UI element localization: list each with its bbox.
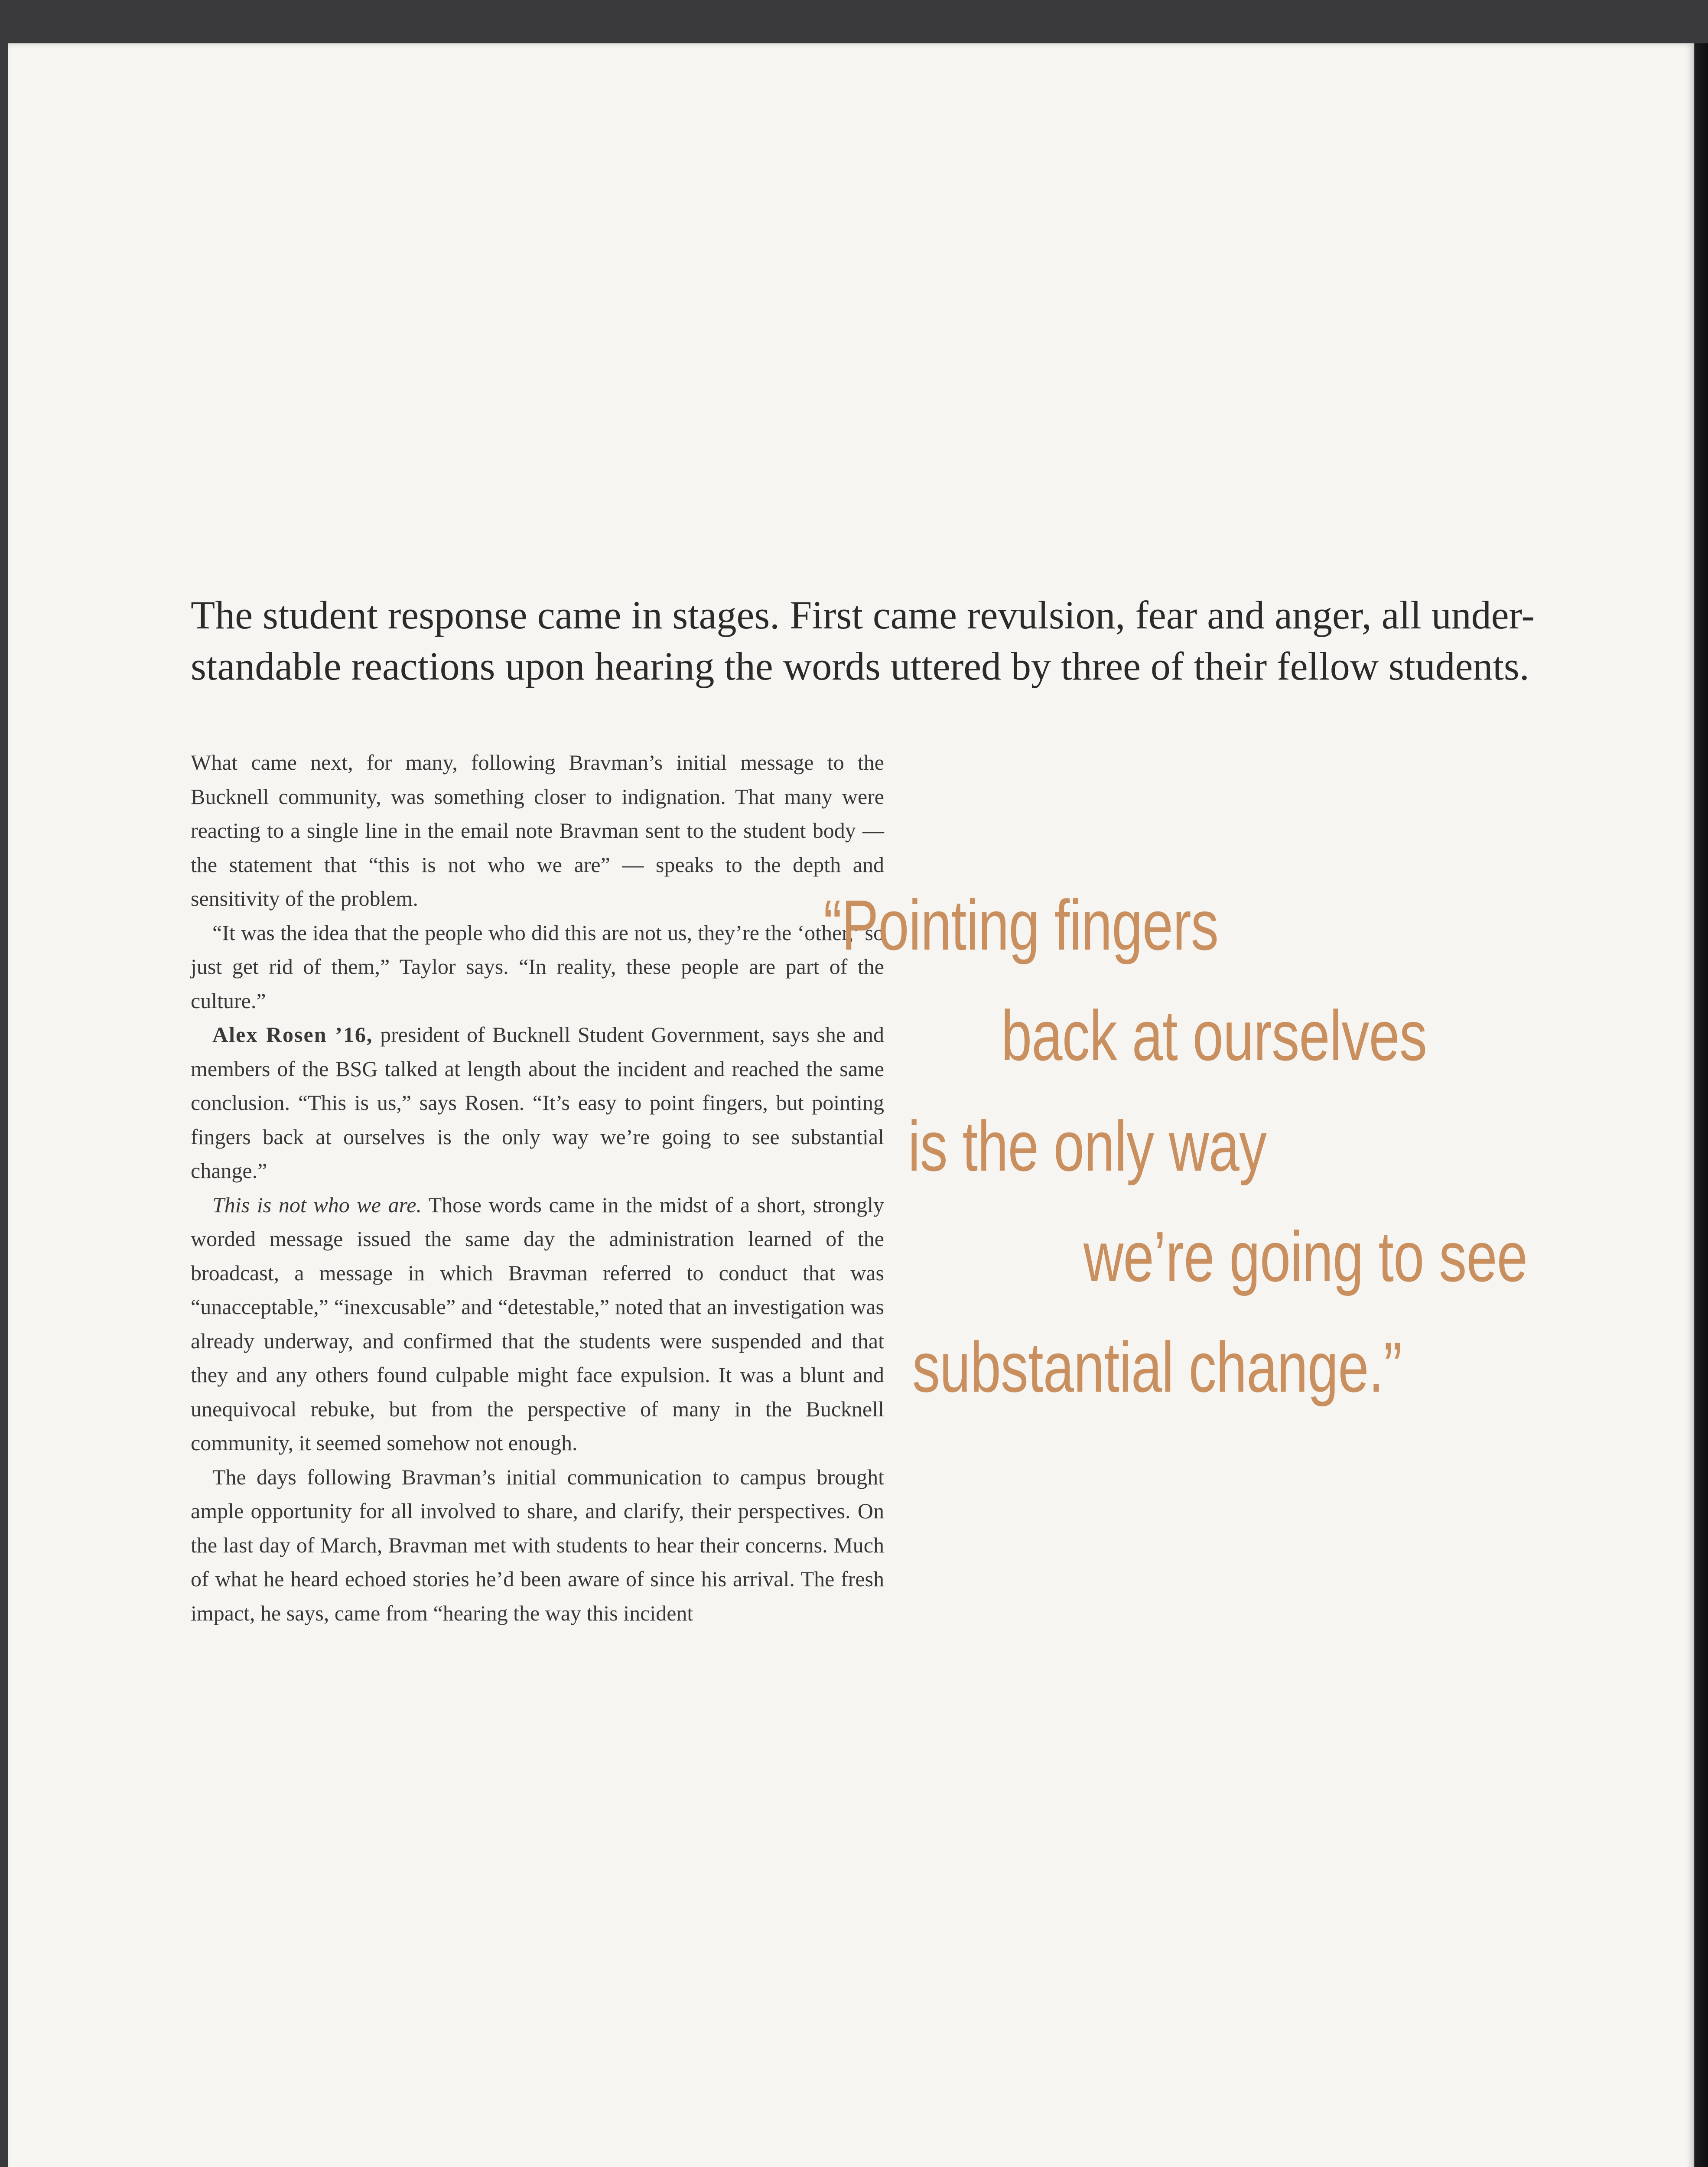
body-column <box>191 745 884 1630</box>
italic-quote: This is not who we are. <box>212 1192 422 1217</box>
body-paragraph-4 <box>191 1188 884 1460</box>
pull-quote-line-4: we’re going to see <box>1083 1217 1528 1296</box>
page-edge-shadow <box>1695 43 1708 2167</box>
body-paragraph-3-text: president of Bucknell Student Government, says she and members of the BSG talked at length about the incident and reached the same conclusion. “This is us,” says Rosen. “It’s easy to point fingers, but pointing fingers back at ourselves is the only way we’re going to see substantial change.” <box>191 1022 884 1183</box>
body-paragraph-1: What came next, for many, following Bravman’s initial message to the Bucknell community, was something closer to indignation. That many were reacting to a single line in the email note Bravman sent to the student body — the statement that “this is not who we are” — speaks to the depth and sensitivity of the problem. <box>191 750 884 911</box>
body-paragraph-2: “It was the idea that the people who did this are not us, they’re the ‘other,’ so just get rid of them,” Taylor says. “In reality, these people are part of the culture.” <box>191 920 884 1013</box>
deck-line-2: standable reactions upon hearing the words uttered by three of their fellow students. <box>191 644 1529 688</box>
article-deck <box>191 589 1621 692</box>
body-paragraph-3 <box>191 1018 884 1188</box>
pull-quote-line-2: back at ourselves <box>1001 996 1427 1075</box>
body-paragraph-5: The days following Bravman’s initial communication to campus brought ample opportunity for all involved to share, and clarify, their perspectives. On the last day of March, Bravman met with students to hear their concerns. Much of what he heard echoed stories he’d been aware of since his arrival. The fresh impact, he says, came from “hearing the way this incident <box>191 1464 884 1625</box>
person-name: Alex Rosen ’16, <box>212 1022 373 1047</box>
pull-quote-line-5: substantial change.” <box>912 1328 1402 1407</box>
pull-quote-line-1: “Pointing fingers <box>823 885 1219 965</box>
body-paragraph-4-text: Those words came in the midst of a short, strongly worded message issued the same day the administration learned of the broadcast, a message in which Bravman referred to conduct that was “unacceptable,” “inexcusable” and “detestable,” noted that an investigation was already underway, and confirmed that the students were suspended and that they and any others found culpable might face expulsion. It was a blunt and unequivocal rebuke, but from the perspective of many in the Bucknell community, it seemed somehow not enough. <box>191 1192 884 1455</box>
pull-quote-line-3: is the only way <box>908 1106 1267 1186</box>
deck-line-1: The student response came in stages. First came revulsion, fear and anger, all under- <box>191 593 1535 637</box>
